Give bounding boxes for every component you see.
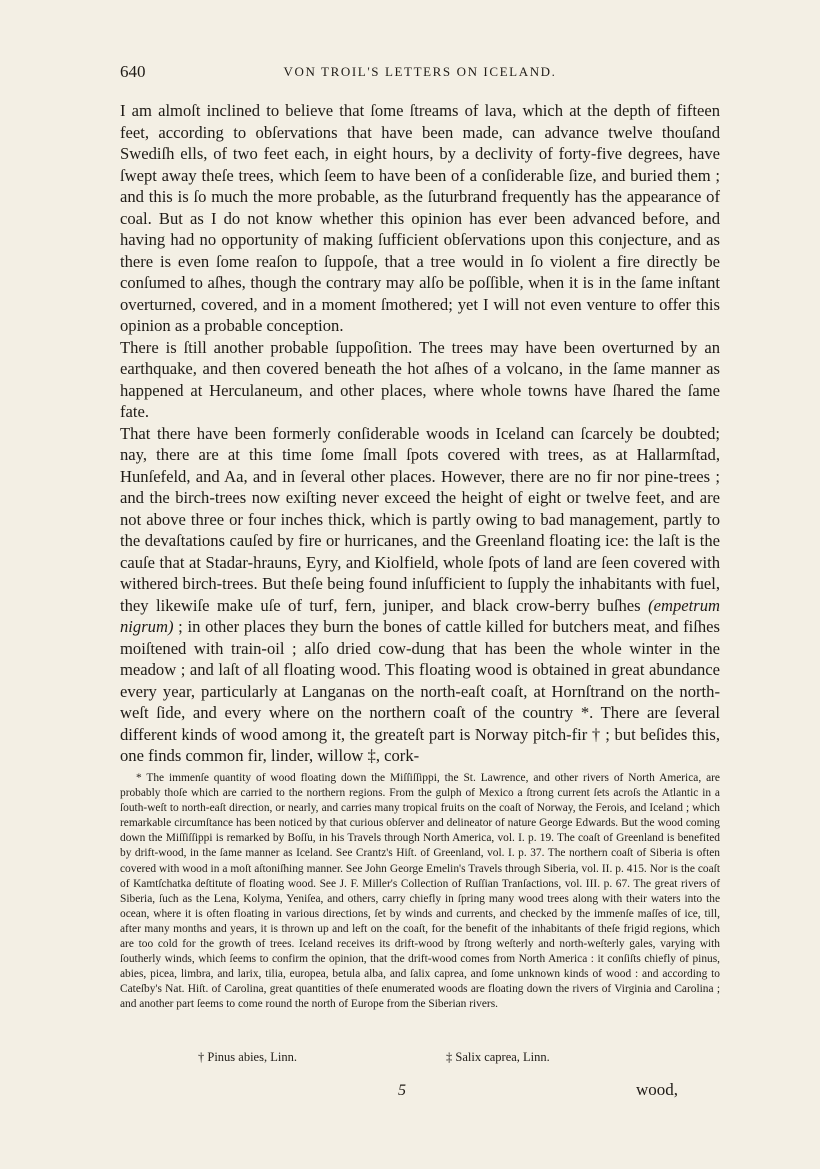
main-text [120, 100, 720, 767]
footnote-block [120, 771, 720, 1013]
page-number: 640 [120, 62, 146, 81]
page-header [120, 62, 720, 88]
footnote-references [120, 1050, 720, 1068]
signature-mark: 5 [398, 1082, 406, 1099]
footnote-dagger: † Pinus abies, Linn. [198, 1050, 297, 1064]
paragraph-earthquake: There is ſtill another probable ſuppoſition. The trees may have been overturned by an earthquake, and then covered beneath the hot aſhes of a volcano, in the ſame manner as happened at Herculaneum, and other places, where whole towns have ſhared the ſame fate. [120, 337, 720, 421]
running-head: VON TROIL'S LETTERS ON ICELAND. [283, 64, 557, 79]
paragraph-woods-end: ; in other places they burn the bones of cattle killed for butchers meat, and fiſhes moiſtened with train-oil ; alſo dried cow-dung that has been the whole winter in the meadow ; and laſt of all floating wood. This floating wood is obtained in great abundance every year, particularly at Langanas on the north-eaſt coaſt, at Hornſtrand on the north-weſt ſide, and every where on the northern coaſt of the country *. There are ſeveral different kinds of wood among it, the greateſt part is Norway pitch-fir † ; but beſides this, one finds common fir, linder, willow ‡, cork- [120, 617, 720, 765]
catchword: wood, [636, 1080, 679, 1099]
footnote-double-dagger: ‡ Salix caprea, Linn. [446, 1050, 550, 1064]
footnote-asterisk: * The immenſe quantity of wood floating down the Miſſiſſippi, the St. Lawrence, and other rivers of North America, are probably thoſe which are carried to the northern regions. From the gulph of Mexico a ſtrong current ſets acroſs the Atlantic in a ſouth-weſt to north-eaſt direction, or nearly, and carries many tropical fruits on the coaſt of Norway, the Ferois, and Iceland ; which remarkable circumſtance has been noticed by that curious obſerver and delineator of nature George Edwards. But the wood coming down the Miſſiſſippi is remarked by Boſſu, in his Travels through North America, vol. I. p. 19. The coaſt of Greenland is benefited by drift-wood, in the ſame manner as Iceland. See Crantz's Hiſt. of Greenland, vol. I. p. 37. The northern coaſt of Siberia is often covered with wood in a moſt aſtoniſhing manner. See John George Emelin's Travels through Siberia, vol. II. p. 415. Nor is the coaſt of Kamtſchatka deſtitute of floating wood. See J. F. Miller's Collection of Ruſſian Tranſactions, vol. III. p. 67. The great rivers of Siberia, ſuch as the Lena, Kolyma, Yeniſea, and others, carry chiefly in ſpring many wood trees along with their waters into the ocean, where it is often floating in various directions, ſet by winds and currents, and checked by the immenſe maſſes of ice, till, after many months and years, it is thrown up and left on the coaſt, for the benefit of the inhabitants of theſe frigid regions, which are too cold for the growth of trees. Iceland receives its drift-wood by ſtrong weſterly and north-weſterly gales, varying with ſoutherly winds, which ſeems to confirm the opinion, that the drift-wood comes from North America : it conſiſts chiefly of pinus, abies, picea, limbra, and larix, tilia, europea, betula alba, and ſalix caprea, and ſome unknown kinds of wood : and according to Cateſby's Nat. Hiſt. of Carolina, great quantities of theſe enumerated woods are floating down the rivers of Virginia and Carolina ; and another part ſeems to come round the north of Europe from the Siberian rivers. [120, 772, 720, 1011]
paragraph-lava: I am almoſt inclined to believe that ſome ſtreams of lava, which at the depth of fifteen feet, according to obſervations that have been made, can advance twelve thouſand Swediſh ells, of two feet each, in eight hours, by a declivity of forty-five degrees, have ſwept away theſe trees, which ſeem to have been of a conſiderable ſize, and buried them ; and this is ſo much the more probable, as the ſuturbrand frequently has the appearance of coal. But as I do not know whether this opinion has ever been advanced before, and having had no opportunity of making ſufficient obſervations upon this conjecture, and as there is even ſome reaſon to ſuppoſe, that a tree would in ſo violent a fire directly be conſumed to aſhes, though the contrary may alſo be poſſible, when it is in the ſame inſtant overturned, covered, and in a moment ſmothered; yet I will not even venture to offer this opinion as a probable conception. [120, 101, 720, 335]
paragraph-woods [120, 423, 720, 767]
paragraph-woods-start: That there have been formerly conſiderable woods in Iceland can ſcarcely be doubted; nay, there are at this time ſome ſmall ſpots covered with trees, as at Hallarmſtad, Hunſefeld, and Aa, and in ſeveral other places. However, there are no fir nor pine-trees ; and the birch-trees now exiſting never exceed the height of eight or twelve feet, and are not above three or four inches thick, which is partly owing to bad management, partly to the devaſtations cauſed by fire or hurricanes, and the Greenland floating ice: the laſt is the cauſe that at Stadar-hrauns, Eyry, and Kiolfield, whole ſpots of land are ſeen covered with withered birch-trees. But theſe being found inſufficient to ſupply the inhabitants with fuel, they likewiſe make uſe of turf, fern, juniper, and black crow-berry buſhes [120, 423, 720, 615]
latin-name-italic: (empetrum nigrum) [120, 595, 720, 636]
